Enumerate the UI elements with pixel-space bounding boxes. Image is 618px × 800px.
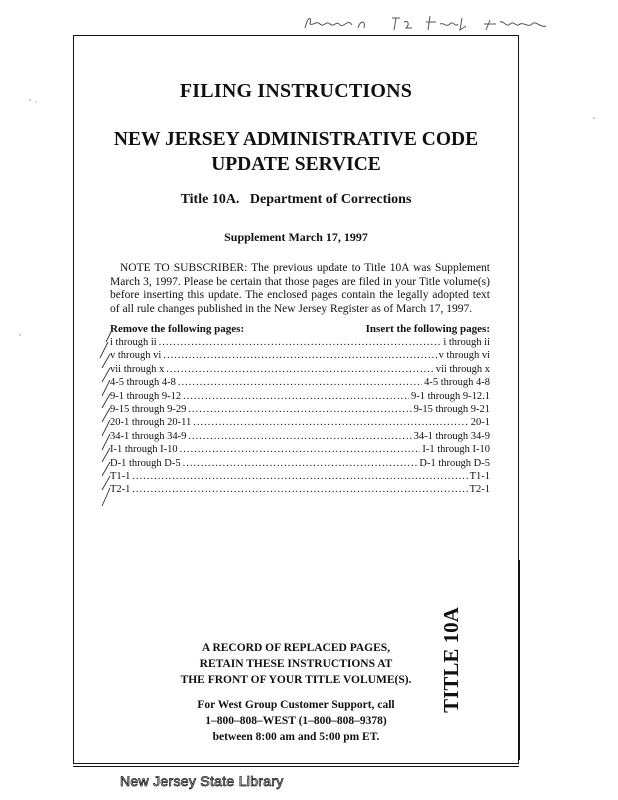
remove-pages: 4-5 through 4-8 [110, 377, 176, 389]
list-item [110, 404, 490, 417]
insert-pages: i through ii [443, 337, 490, 348]
insert-pages: v through vi [438, 350, 490, 362]
list-item [110, 431, 490, 444]
library-stamp: New Jersey State Library [120, 773, 284, 789]
insert-pages: 20-1 [470, 417, 490, 429]
remove-pages: T2-1 [110, 484, 131, 496]
list-item [110, 484, 490, 497]
remove-pages: 9-15 through 9-29 [110, 403, 187, 415]
insert-header: Insert the following pages: [365, 323, 490, 335]
remove-pages: 9-1 through 9-12 [110, 390, 182, 402]
support-phone: 1–800–808–WEST (1–800–808–9378) [205, 715, 387, 727]
leader-dots [183, 391, 409, 402]
remove-pages: I-1 through I-10 [110, 444, 178, 456]
subscriber-note [110, 262, 490, 316]
leader-dots [183, 458, 418, 469]
remove-pages: 34-1 through 34-9 [110, 430, 187, 442]
list-item [110, 337, 490, 350]
record-line-2: RETAIN THESE INSTRUCTIONS AT [199, 658, 393, 670]
support-hours: between 8:00 am and 5:00 pm ET. [212, 731, 380, 743]
list-item [110, 458, 490, 471]
leader-dots [188, 431, 411, 442]
code-title [73, 127, 519, 177]
remove-pages: D-1 through D-5 [110, 457, 181, 469]
record-line-3: THE FRONT OF YOUR TITLE VOLUME(S). [180, 674, 412, 686]
list-item [110, 391, 490, 404]
leader-dots [163, 350, 436, 361]
list-item [110, 471, 490, 484]
bottom-rule [73, 766, 519, 767]
remove-pages: 20-1 through 20-11 [110, 417, 192, 429]
record-line-1: A RECORD OF REPLACED PAGES, [201, 642, 391, 654]
remove-header: Remove the following pages: [110, 323, 245, 335]
insert-pages: 9-15 through 9-21 [413, 403, 490, 415]
leader-dots [132, 484, 467, 495]
title-tab-label: TITLE 10A [439, 607, 463, 713]
leader-dots [178, 377, 422, 388]
title-tab [439, 560, 586, 760]
support-line-1: For West Group Customer Support, call [197, 699, 395, 711]
list-item [110, 364, 490, 377]
insert-pages: T2-1 [469, 484, 490, 496]
page-replacement-list [110, 337, 490, 498]
insert-pages: 4-5 through 4-8 [424, 377, 490, 389]
leader-dots [132, 471, 467, 482]
department-heading: Title 10A. Department of Corrections [180, 192, 412, 207]
list-item [110, 377, 490, 390]
insert-pages: 34-1 through 34-9 [413, 430, 490, 442]
remove-pages: vii through x [110, 363, 165, 375]
code-title-line-1: NEW JERSEY ADMINISTRATIVE CODE [113, 129, 479, 150]
insert-pages: I-1 through I-10 [422, 444, 490, 456]
supplement-date: Supplement March 17, 1997 [224, 230, 368, 244]
list-item [110, 444, 490, 457]
leader-dots [159, 337, 442, 348]
insert-pages: vii through x [435, 363, 490, 375]
page-title: FILING INSTRUCTIONS [179, 80, 413, 102]
leader-dots [193, 417, 468, 428]
leader-dots [180, 444, 421, 455]
leader-dots [188, 404, 411, 415]
subscriber-note-text: NOTE TO SUBSCRIBER: The previous update to Title 10A was Supplement March 3, 1997. Please be certain that those pages are filed in your Title volume(s) before inserting this update. The enclosed pages contain the legally adopted text of all rule changes published in the New Jersey Register as of March 17, 1997. [110, 262, 490, 315]
handwritten-annotation [300, 10, 570, 36]
handwritten-check-marks [98, 328, 138, 508]
insert-pages: D-1 through D-5 [419, 457, 490, 469]
insert-pages: 9-1 through 9-12.1 [410, 390, 490, 402]
remove-pages: T1-1 [110, 470, 131, 482]
code-title-line-2: UPDATE SERVICE [211, 154, 381, 175]
insert-pages: T1-1 [469, 470, 490, 482]
list-item [110, 350, 490, 363]
list-item [110, 417, 490, 430]
leader-dots [166, 364, 434, 375]
remove-pages: v through vi [110, 350, 162, 362]
remove-pages: i through ii [110, 337, 157, 348]
